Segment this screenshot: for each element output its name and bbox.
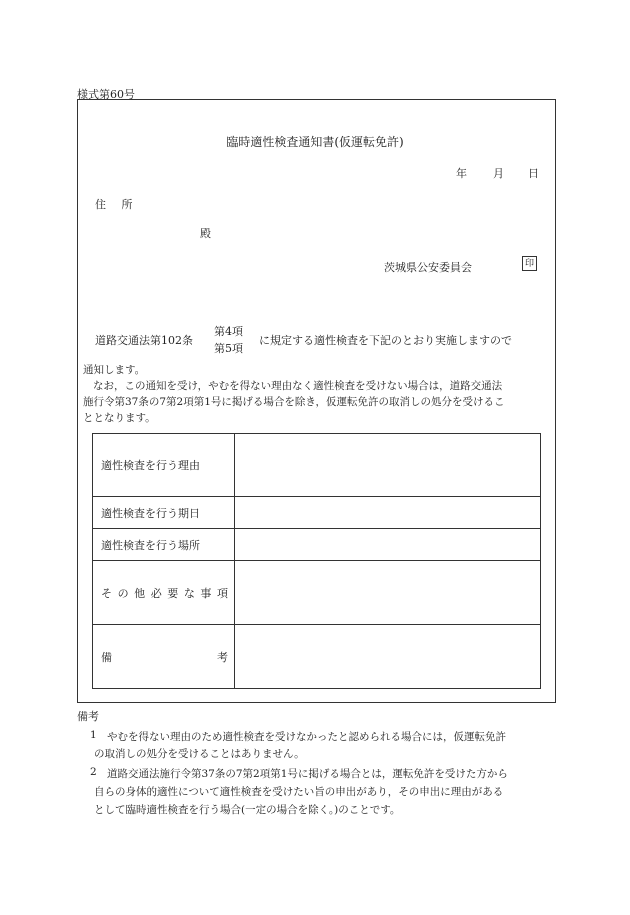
inspection-details-table <box>92 433 541 689</box>
table-row <box>93 625 541 689</box>
row-label-other: その他必要な事項 <box>93 561 235 625</box>
table-row <box>93 434 541 497</box>
law-clause-4: 第4項 <box>214 325 243 338</box>
date-month-label: 月 <box>493 167 504 180</box>
table-row <box>93 497 541 529</box>
date-year-label: 年 <box>456 167 467 180</box>
note-1-line-1: やむを得ない理由のため適性検査を受けなかったと認められる場合には，仮運転免許 <box>107 731 506 743</box>
body-line-1: 通知します。 <box>83 364 146 376</box>
table-row <box>93 561 541 625</box>
row-label-remarks: 備考 <box>93 625 235 689</box>
row-label-reason: 適性検査を行う理由 <box>93 434 235 497</box>
form-number: 様式第60号 <box>77 88 135 101</box>
law-statement: に規定する適性検査を下記のとおり実施しますので <box>259 334 512 347</box>
issuer-name: 茨城県公安委員会 <box>384 261 472 274</box>
body-line-3: 施行令第37条の7第2項第1号に掲げる場合を除き，仮運転免許の取消しの処分を受けるこ <box>83 396 505 408</box>
notes-heading: 備考 <box>77 710 99 723</box>
note-2-line-1: 道路交通法施行令第37条の7第2項第1号に掲げる場合とは，運転免許を受けた方から <box>107 768 508 780</box>
note-2-line-2: 自らの身体的適性について適性検査を受けたい旨の申出があり，その申出に理由がある <box>94 786 504 798</box>
seal-mark: 印 <box>522 256 537 271</box>
law-clause-5: 第5項 <box>214 342 243 355</box>
row-label-date: 適性検査を行う期日 <box>93 497 235 529</box>
law-reference: 道路交通法第102条 <box>95 334 193 347</box>
note-1-line-2: の取消しの処分を受けることはありません。 <box>94 748 305 760</box>
row-value-place <box>235 529 541 561</box>
note-2-line-3: として臨時適性検査を行う場合(一定の場合を除く。)のことです。 <box>94 804 401 816</box>
page-title: 臨時適性検査通知書(仮運転免許) <box>226 135 404 149</box>
row-value-remarks <box>235 625 541 689</box>
row-value-other <box>235 561 541 625</box>
body-line-4: ととなります。 <box>83 412 156 424</box>
body-line-2: なお，この通知を受け，やむを得ない理由なく適性検査を受けない場合は，道路交通法 <box>93 380 503 392</box>
date-day-label: 日 <box>528 167 539 180</box>
note-number-1: 1 <box>90 729 97 741</box>
row-value-date <box>235 497 541 529</box>
row-value-reason <box>235 434 541 497</box>
row-label-place: 適性検査を行う場所 <box>93 529 235 561</box>
honorific-label: 殿 <box>200 227 211 240</box>
address-label: 住 所 <box>95 198 139 211</box>
note-number-2: 2 <box>90 766 97 778</box>
table-row <box>93 529 541 561</box>
